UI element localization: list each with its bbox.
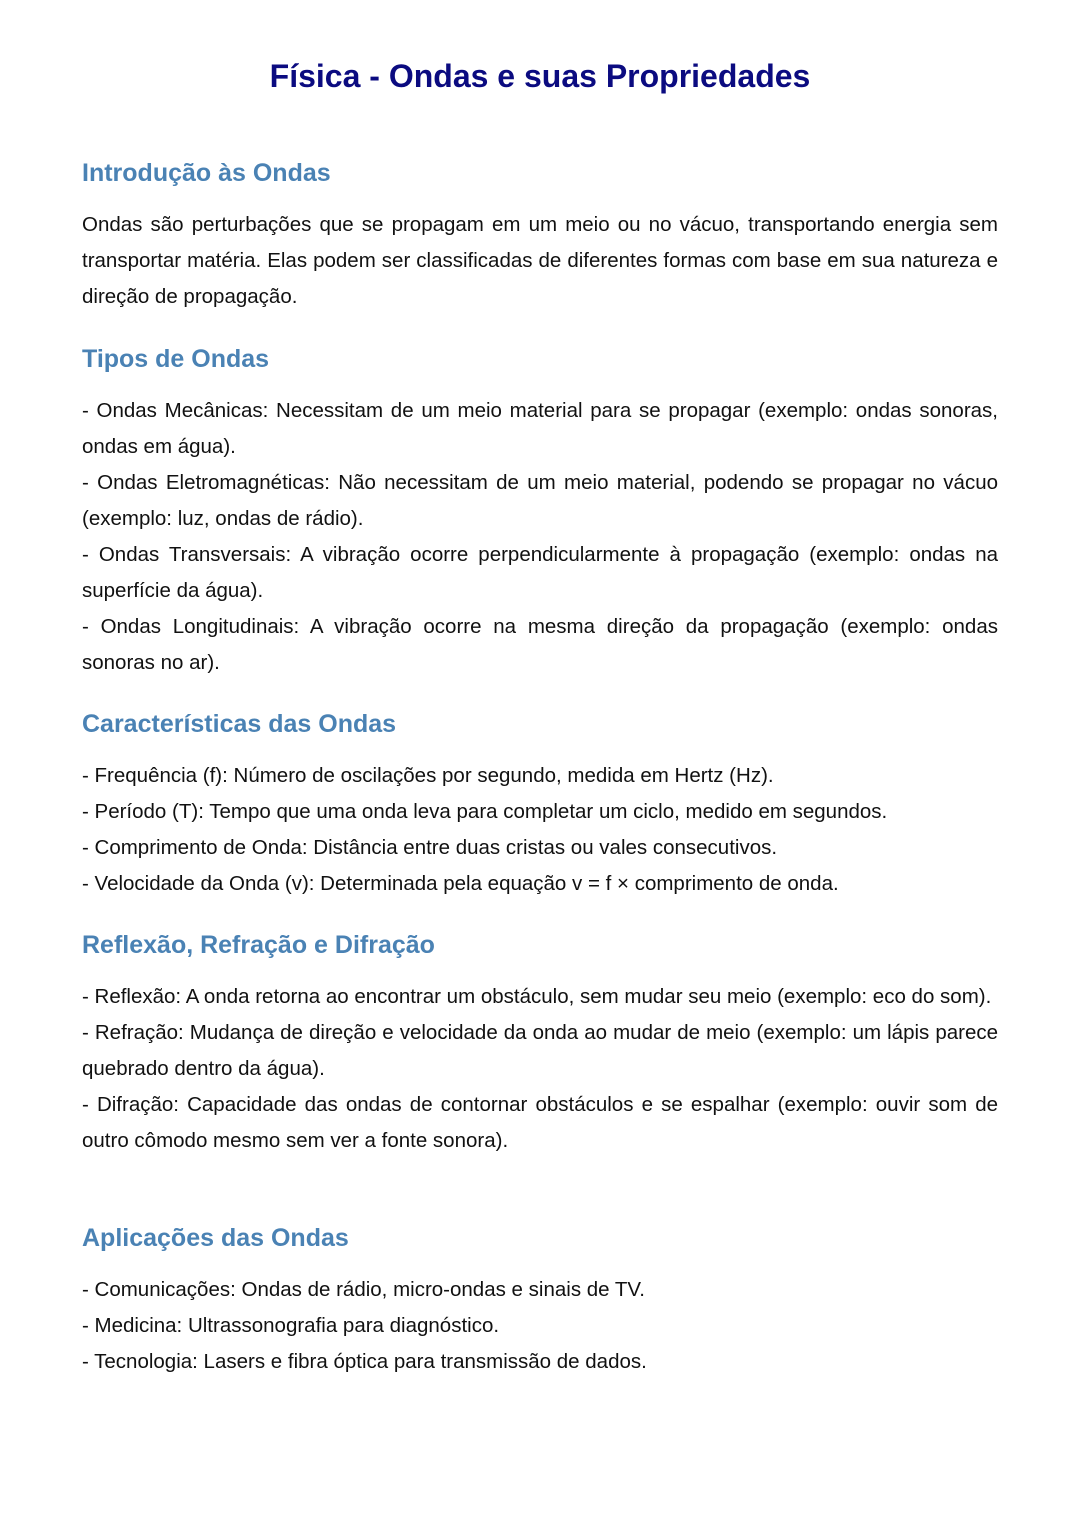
section-body <box>82 207 998 315</box>
document-title: Física - Ondas e suas Propriedades <box>269 58 811 94</box>
list-item: - Ondas Transversais: A vibração ocorre perpendicularmente à propagação (exemplo: ondas na superfície da água). <box>82 543 998 602</box>
paragraph: Ondas são perturbações que se propagam em um meio ou no vácuo, transportando energia sem transportar matéria. Elas podem ser classificadas de diferentes formas com base em sua natureza e direção de propagação. <box>82 213 998 308</box>
section-tipos-de-ondas <box>82 343 998 681</box>
section-heading: Introdução às Ondas <box>82 159 331 187</box>
list-item: - Frequência (f): Número de oscilações por segundo, medida em Hertz (Hz). <box>82 764 774 787</box>
section-heading: Aplicações das Ondas <box>82 1224 349 1252</box>
section-heading: Reflexão, Refração e Difração <box>82 931 435 959</box>
section-body <box>82 393 998 681</box>
list-item: - Difração: Capacidade das ondas de contornar obstáculos e se espalhar (exemplo: ouvir som de outro cômodo mesmo sem ver a fonte sonora). <box>82 1093 998 1152</box>
list-item: - Comunicações: Ondas de rádio, micro-ondas e sinais de TV. <box>82 1278 645 1301</box>
list-item: - Refração: Mudança de direção e velocidade da onda ao mudar de meio (exemplo: um lápis parece quebrado dentro da água). <box>82 1021 998 1080</box>
section-caracteristicas <box>82 708 998 902</box>
section-body <box>82 1272 998 1380</box>
list-item: - Reflexão: A onda retorna ao encontrar um obstáculo, sem mudar seu meio (exemplo: eco do som). <box>82 985 992 1008</box>
section-aplicacoes <box>82 1222 998 1380</box>
list-item: - Ondas Mecânicas: Necessitam de um meio material para se propagar (exemplo: ondas sonoras, ondas em água). <box>82 399 998 458</box>
list-item: - Ondas Eletromagnéticas: Não necessitam de um meio material, podendo se propagar no vácuo (exemplo: luz, ondas de rádio). <box>82 471 998 530</box>
section-reflexao-refracao-difracao <box>82 929 998 1159</box>
section-body <box>82 979 998 1159</box>
section-heading: Características das Ondas <box>82 710 397 738</box>
list-item: - Período (T): Tempo que uma onda leva para completar um ciclo, medido em segundos. <box>82 800 888 823</box>
list-item: - Comprimento de Onda: Distância entre duas cristas ou vales consecutivos. <box>82 836 778 859</box>
section-body <box>82 758 998 902</box>
list-item: - Tecnologia: Lasers e fibra óptica para transmissão de dados. <box>82 1350 647 1373</box>
section-heading: Tipos de Ondas <box>82 345 270 373</box>
list-item: - Ondas Longitudinais: A vibração ocorre na mesma direção da propagação (exemplo: ondas sonoras no ar). <box>82 615 998 674</box>
section-introducao <box>82 157 998 315</box>
list-item: - Velocidade da Onda (v): Determinada pela equação v = f × comprimento de onda. <box>82 872 839 895</box>
list-item: - Medicina: Ultrassonografia para diagnóstico. <box>82 1314 500 1337</box>
